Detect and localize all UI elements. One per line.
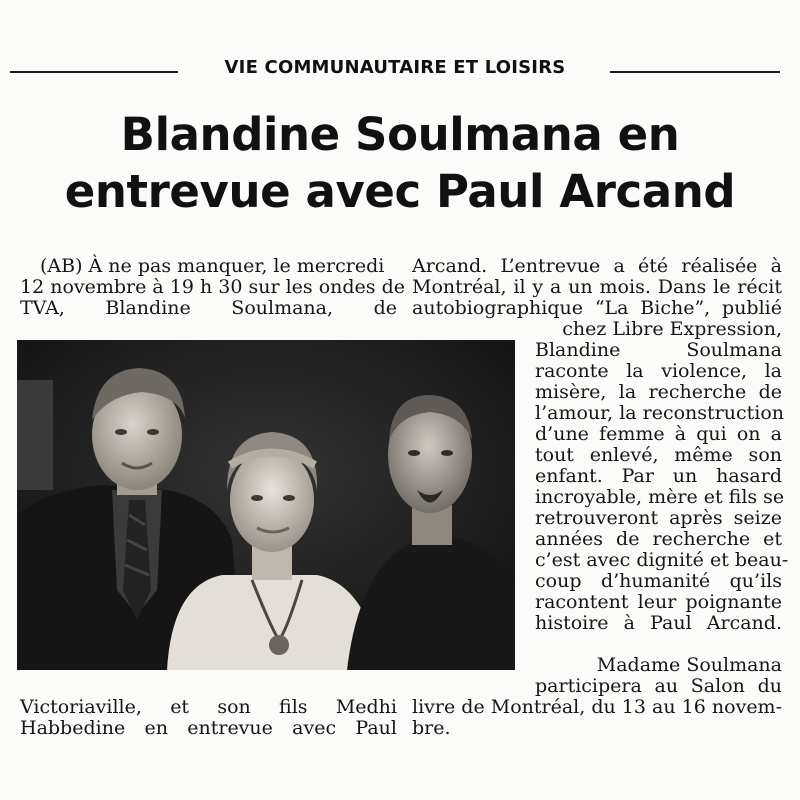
right-narrow-line: Blandine Soulmana — [535, 339, 782, 361]
right-narrow-line: chez Libre Expression, — [562, 318, 782, 340]
section-label: VIE COMMUNAUTAIRE ET LOISIRS — [224, 57, 566, 78]
right-col-line: livre de Montréal, du 13 au 16 novem- — [412, 696, 782, 718]
right-col-line: Montréal, il y a un mois. Dans le récit — [412, 276, 782, 298]
headline-line-2: entrevue avec Paul Arcand — [64, 165, 736, 218]
right-narrow-line: d’une femme à qui on a — [535, 423, 782, 445]
section-rule-left — [10, 71, 178, 73]
right-narrow-line: tout enlevé, même son — [535, 444, 782, 466]
right-para2-line: participera au Salon du — [535, 675, 782, 697]
right-narrow-line: coup d’humanité qu’ils — [535, 570, 782, 592]
right-col-line: autobiographique “La Biche”, publié — [412, 297, 782, 319]
left-col-line: Habbedine en entrevue avec Paul — [20, 717, 397, 739]
left-col-line: Victoriaville, et son fils Medhi — [20, 696, 397, 718]
portrait-photo — [17, 340, 515, 670]
right-narrow-line: raconte la violence, la — [535, 360, 782, 382]
right-col-line: bre. — [412, 717, 451, 739]
photo-illustration — [17, 340, 515, 670]
left-col-line: (AB) À ne pas manquer, le mercredi — [40, 255, 385, 277]
right-narrow-line: histoire à Paul Arcand. — [535, 612, 782, 634]
right-narrow-line: retrouveront après seize — [535, 507, 782, 529]
right-narrow-line: enfant. Par un hasard — [535, 465, 782, 487]
headline-line-1: Blandine Soulmana en — [120, 108, 680, 161]
section-rule-right — [610, 71, 780, 73]
right-narrow-line: misère, la recherche de — [535, 381, 782, 403]
right-narrow-line: incroyable, mère et fils se — [535, 486, 785, 508]
right-narrow-line: l’amour, la reconstruction — [535, 402, 785, 424]
left-col-line: TVA, Blandine Soulmana, de — [20, 297, 397, 319]
right-narrow-line: c’est avec dignité et beau- — [535, 549, 789, 571]
right-narrow-line: années de recherche et — [535, 528, 782, 550]
right-narrow-line: racontent leur poignante — [535, 591, 782, 613]
right-col-line: Arcand. L’entrevue a été réalisée à — [412, 255, 782, 277]
right-para2-line: Madame Soulmana — [596, 654, 782, 676]
left-col-line: 12 novembre à 19 h 30 sur les ondes de — [20, 276, 405, 298]
